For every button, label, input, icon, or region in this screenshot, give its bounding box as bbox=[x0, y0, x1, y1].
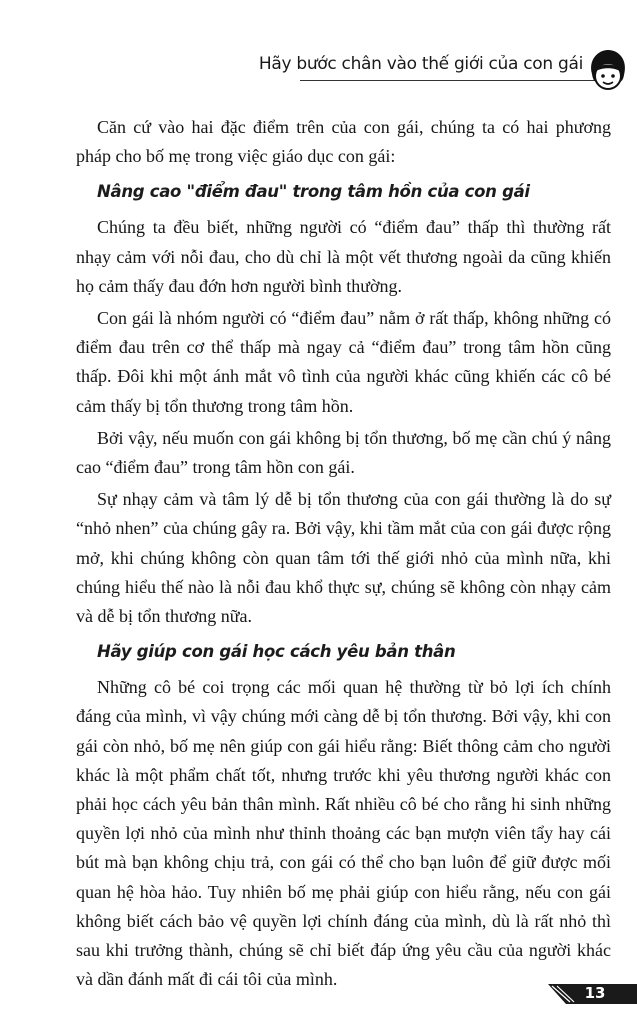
body-paragraph: Những cô bé coi trọng các mối quan hệ thường từ bỏ lợi ích chính đáng của mình, vì vậy chúng mới càng dễ bị tổn thương. Bởi vậy, khi con gái còn nhỏ, bố mẹ nên giúp con gái hiểu rằng: Biết thông cảm cho người khác là một phẩm chất tốt, nhưng trước khi yêu thương người khác con phải học cách yêu bản thân mình. Rất nhiều cô bé cho rằng hi sinh những quyền lợi nhỏ của mình như thỉnh thoảng các bạn mượn viên tẩy hay cái bút mà bạn không chịu trả, con gái có thể cho bạn luôn để giữ được mối quan hệ hòa hảo. Tuy nhiên bố mẹ phải giúp con hiểu rằng, nếu con gái không biết cách bảo vệ quyền lợi chính đáng của mình, dù là rất nhỏ thì sau khi trưởng thành, chúng sẽ chỉ biết đáp ứng yêu cầu của người khác và dần đánh mất đi cái tôi của mình. bbox=[76, 677, 611, 990]
body-paragraph: Bởi vậy, nếu muốn con gái không bị tổn thương, bố mẹ cần chú ý nâng cao “điểm đau” trong tâm hồn con gái. bbox=[76, 427, 611, 478]
section-heading-pain-point: Nâng cao "điểm đau" trong tâm hồn của con gái bbox=[97, 182, 530, 202]
intro-paragraph: Căn cứ vào hai đặc điểm trên của con gái, chúng ta có hai phương pháp cho bố mẹ trong việc giáo dục con gái: bbox=[76, 117, 611, 167]
body-paragraph: Sự nhạy cảm và tâm lý dễ bị tổn thương của con gái thường là do sự “nhỏ nhen” của chúng gây ra. Bởi vậy, khi tầm mắt của con gái được rộng mở, khi chúng không còn quan tâm tới thế giới nhỏ của mình nữa, khi chúng hiểu thế nào là nỗi đau khổ thực sự, chúng sẽ không còn nhạy cảm và dễ bị tổn thương nữa. bbox=[76, 489, 611, 627]
section-heading-self-love: Hãy giúp con gái học cách yêu bản thân bbox=[97, 642, 456, 662]
header-rule bbox=[300, 80, 600, 81]
page-number: 13 bbox=[584, 984, 606, 1002]
page-body bbox=[76, 113, 611, 994]
body-paragraph: Con gái là nhóm người có “điểm đau” nằm ở rất thấp, không những có điểm đau trên cơ thể thấp mà ngay cả “điểm đau” trong tâm hồn cũng thấp. Đôi khi một ánh mắt vô tình của người khác cũng khiến các cô bé cảm thấy bị tổn thương trong tâm hồn. bbox=[76, 308, 611, 416]
running-header-title: Hãy bước chân vào thế giới của con gái bbox=[258, 54, 583, 74]
girl-face-icon bbox=[586, 48, 630, 94]
body-paragraph: Chúng ta đều biết, những người có “điểm đau” thấp thì thường rất nhạy cảm với nỗi đau, cho dù chỉ là một vết thương ngoài da cũng khiến họ cảm thấy đau đớn hơn người bình thường. bbox=[76, 217, 611, 296]
